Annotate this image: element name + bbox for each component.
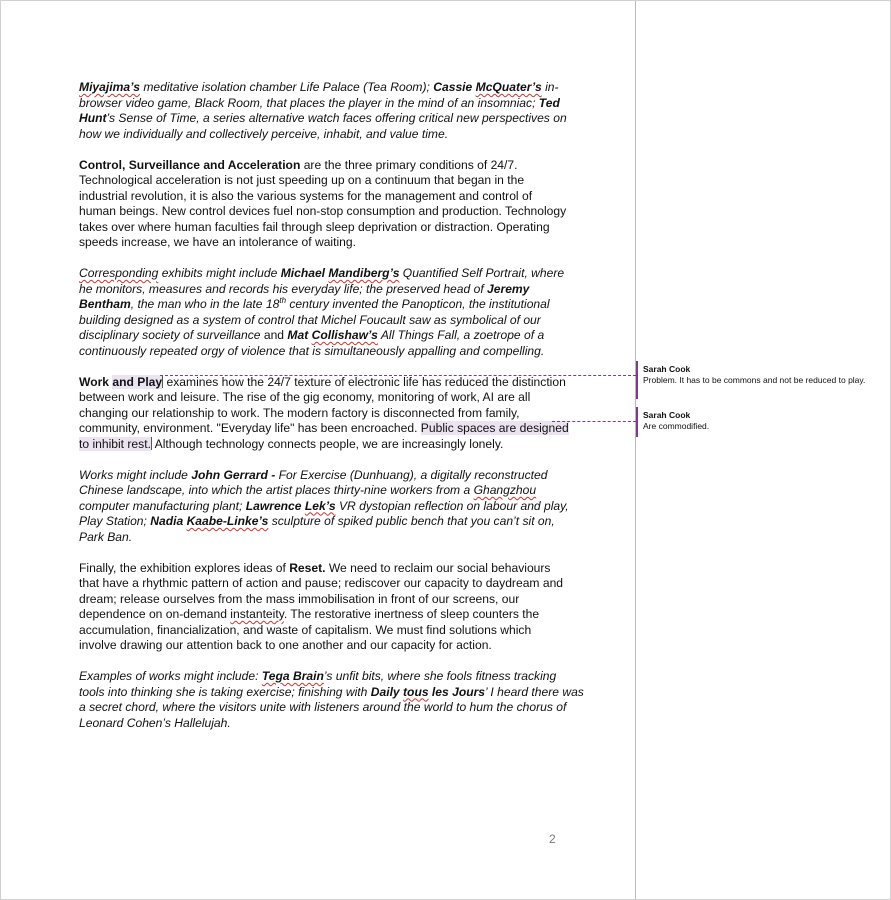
comments-pane bbox=[636, 0, 891, 900]
paragraph-artists-list: Miyajima’s meditative isolation chamber Life Palace (Tea Room); Cassie McQuater’s in- browser video game, Black Room, that places the player in the mind of an insomniac; Ted Hunt’s Sense of Time, a series alternative watch faces offering critical new perspectives on how we individually and collectively perceive, inhabit, and value time. bbox=[79, 80, 567, 141]
commented-text-and-play[interactable]: and Play bbox=[112, 374, 163, 389]
paragraph-corresponding-exhibits: Corresponding exhibits might include Michael Mandiberg’s Quantified Self Portrait, where he monitors, measures and records his everyday life; the preserved head of Jeremy Bentham, the man who in the late 18th century invented the Panopticon, the institutional building designed as a system of control that Michel Foucault saw as symbolical of our disciplinary society of surveillance and Mat Collishaw’s All Things Fall, a zoetrope of a continuously repeated orgy of violence that is simultaneously appalling and compelling. bbox=[79, 266, 565, 358]
artist-name: McQuater’s bbox=[475, 80, 542, 94]
comment-marker bbox=[636, 361, 638, 399]
comment-connector bbox=[160, 375, 636, 376]
document-body[interactable] bbox=[79, 80, 584, 747]
paragraph-work-and-play: Work and Play examines how the 24/7 texture of electronic life has reduced the distinction between work and leisure. The rise of the gig economy, monitoring of work, AI are all changing our relationship to work. The modern factory is disconnected from family, community, environment. "Everyday life" has been encroached. Public spaces are designed to inhibit rest. Although technology connects people, we are increasingly lonely. bbox=[79, 374, 569, 451]
artist-name: Miyajima’s bbox=[79, 80, 140, 94]
paragraph-reset: Finally, the exhibition explores ideas of Reset. We need to reclaim our social behaviours that have a rhythmic pattern of action and pause; rediscover our capacity to daydream and dream; release ourselves from the mass immobilisation in front of our screens, our dependence on on-demand instanteity. The restorative inertness of sleep counters the accumulation, financialization, and waste of capitalism. We must find solutions which involve drawing our attention back to one another and our capacity for action. bbox=[79, 560, 564, 652]
commented-text-public-spaces[interactable]: Public spaces are designed bbox=[420, 421, 569, 435]
paragraph-control-surveillance: Control, Surveillance and Acceleration are the three primary conditions of 24/7. Technological acceleration is not just speeding up on a continuum that began in the industrial revolution, it is also the various systems for the management and control of human beings. New control devices fuel non-stop consumption and production. Technology takes over where human faculties fail through sleep deprivation or distraction. Operating speeds increase, we have an intolerance of waiting. bbox=[79, 157, 567, 249]
commented-text-inhibit-rest[interactable]: to inhibit rest. bbox=[79, 436, 151, 451]
comment-2[interactable] bbox=[643, 410, 883, 432]
paragraph-works-might-include: Works might include John Gerrard - For Exercise (Dunhuang), a digitally reconstructed Chinese landscape, into which the artist places thirty-nine workers from a Ghangzhou computer manufacturing plant; Lawrence Lek’s VR dystopian reflection on labour and play, Play Station; Nadia Kaabe-Linke’s sculpture of spiked public bench that you can’t sit on, Park Ban. bbox=[79, 467, 569, 544]
comment-text: Are commodified. bbox=[643, 421, 710, 431]
comment-author: Sarah Cook bbox=[643, 364, 691, 374]
comment-connector bbox=[552, 421, 636, 422]
section-heading: Control, Surveillance and Acceleration bbox=[79, 157, 301, 172]
comment-author: Sarah Cook bbox=[643, 410, 691, 420]
comment-marker bbox=[636, 407, 638, 437]
comment-1[interactable] bbox=[643, 364, 883, 386]
paragraph-examples: Examples of works might include: Tega Brain’s unfit bits, where she fools fitness tracking tools into thinking she is taking exercise; finishing with Daily tous les Jours’ I heard there was a secret chord, where the visitors unite with listeners around the world to hum the chorus of Leonard Cohen’s Hallelujah. bbox=[79, 669, 584, 730]
comment-text: Problem. It has to be commons and not be reduced to play. bbox=[643, 375, 866, 385]
page-number: 2 bbox=[549, 832, 556, 846]
